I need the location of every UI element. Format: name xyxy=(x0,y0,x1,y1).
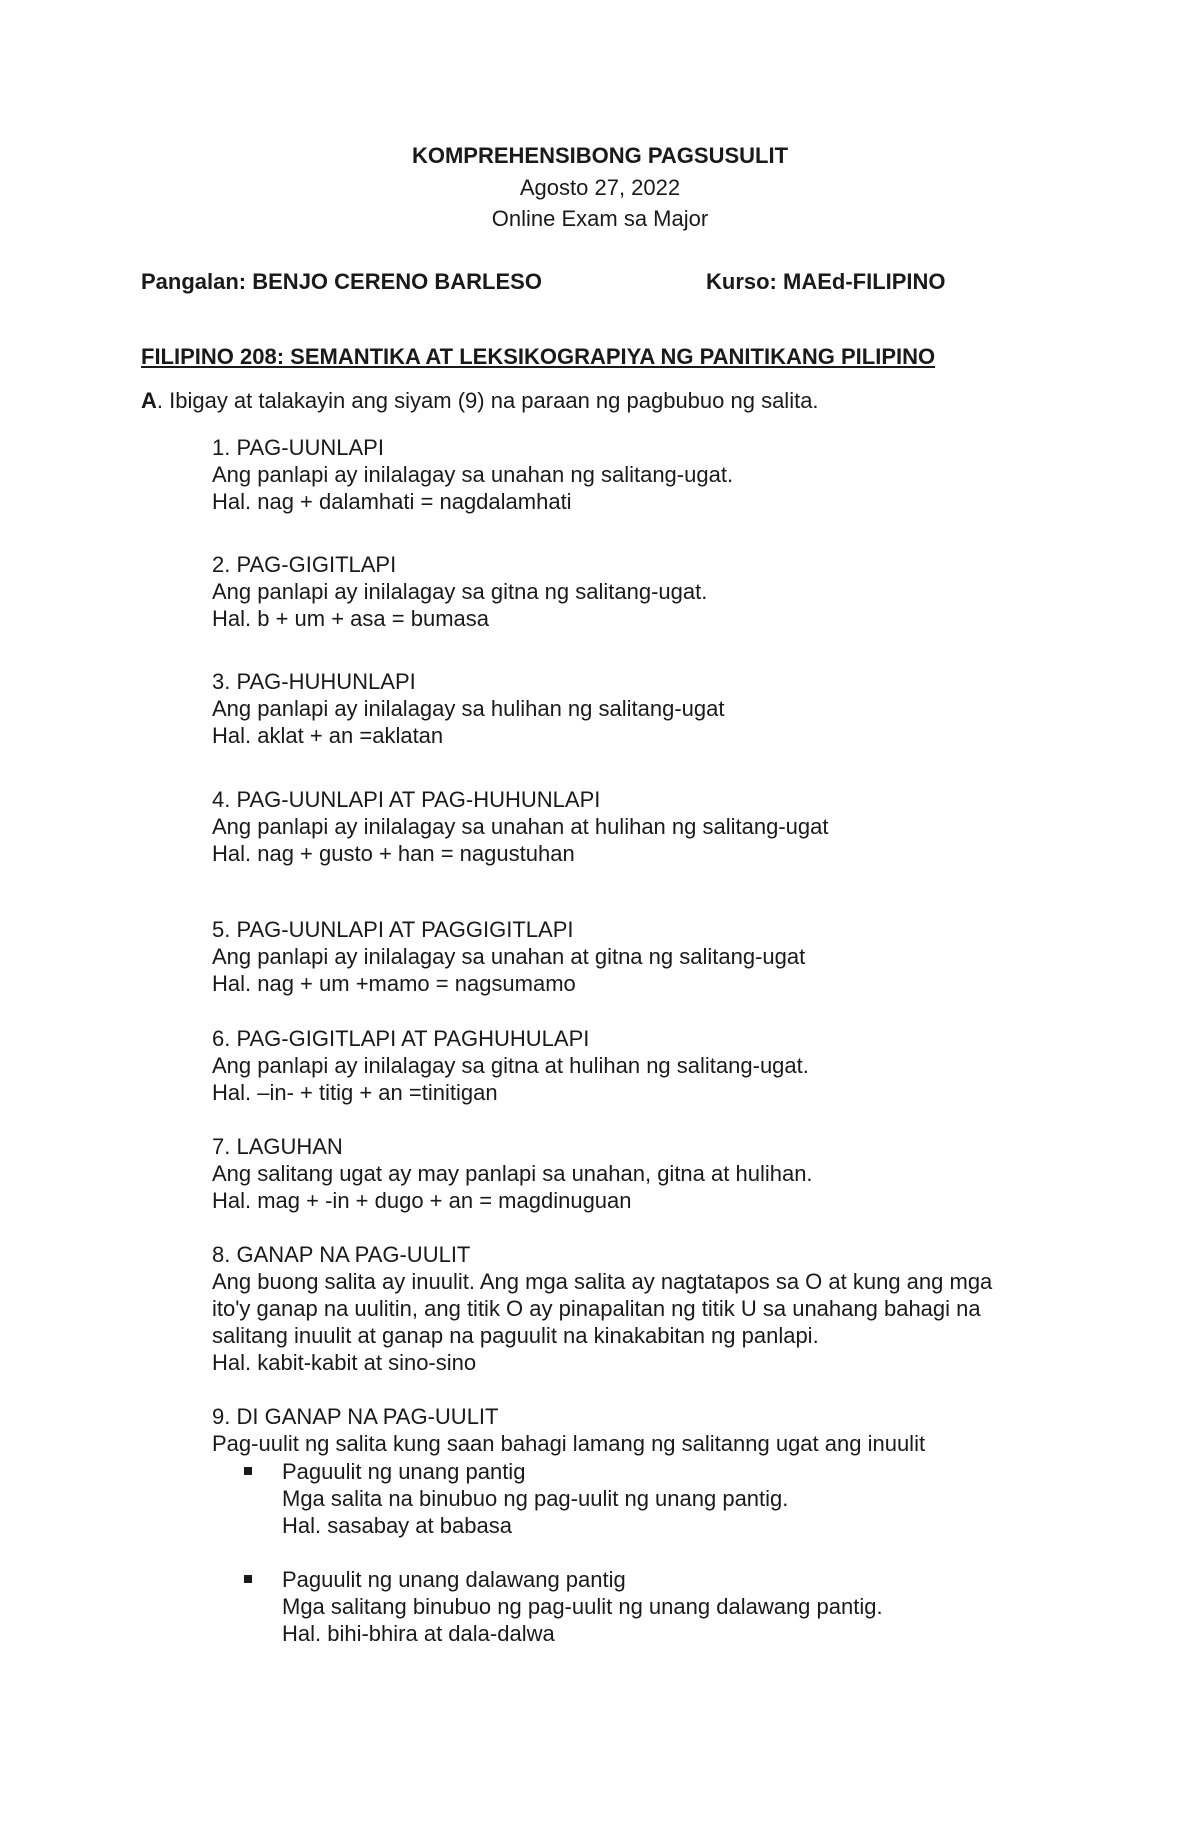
item-description: Ang salitang ugat ay may panlapi sa unahan, gitna at hulihan. xyxy=(212,1161,813,1186)
list-item xyxy=(212,1241,1092,1376)
sub-item-description: Mga salita na binubuo ng pag-uulit ng unang pantig. xyxy=(282,1486,789,1511)
instruction-letter: A xyxy=(141,388,157,413)
item-heading: 1. PAG-UUNLAPI xyxy=(212,435,384,460)
item-description-line: salitang inuulit at ganap na paguulit na kinakabitan ng panlapi. xyxy=(212,1323,819,1348)
instruction xyxy=(141,387,819,414)
list-item xyxy=(212,1133,1092,1214)
sub-item-description: Mga salitang binubuo ng pag-uulit ng unang dalawang pantig. xyxy=(282,1594,883,1619)
course-title: FILIPINO 208: SEMANTIKA AT LEKSIKOGRAPIYA NG PANITIKANG PILIPINO xyxy=(141,344,936,369)
item-example: Hal. aklat + an =aklatan xyxy=(212,723,444,748)
item-description: Ang panlapi ay inilalagay sa gitna ng salitang-ugat. xyxy=(212,579,708,604)
square-bullet-icon xyxy=(244,1575,252,1583)
item-example: Hal. mag + -in + dugo + an = magdinuguan xyxy=(212,1188,632,1213)
student-course: Kurso: MAEd-FILIPINO xyxy=(706,269,946,294)
item-heading: 7. LAGUHAN xyxy=(212,1134,343,1159)
exam-date: Agosto 27, 2022 xyxy=(519,175,681,200)
item-description: Ang panlapi ay inilalagay sa gitna at hulihan ng salitang-ugat. xyxy=(212,1053,809,1078)
sub-item-example: Hal. sasabay at babasa xyxy=(282,1513,512,1538)
list-item xyxy=(212,1403,1092,1457)
item-example: Hal. nag + dalamhati = nagdalamhati xyxy=(212,489,572,514)
item-description: Ang panlapi ay inilalagay sa hulihan ng salitang-ugat xyxy=(212,696,725,721)
item-description: Pag-uulit ng salita kung saan bahagi lamang ng salitanng ugat ang inuulit xyxy=(212,1431,926,1456)
item-description-line: ito'y ganap na uulitin, ang titik O ay pinapalitan ng titik U sa unahang bahagi na xyxy=(212,1296,981,1321)
item-heading: 4. PAG-UUNLAPI AT PAG-HUHUNLAPI xyxy=(212,787,601,812)
item-description: Ang panlapi ay inilalagay sa unahan at gitna ng salitang-ugat xyxy=(212,944,806,969)
item-description: Ang panlapi ay inilalagay sa unahan at hulihan ng salitang-ugat xyxy=(212,814,829,839)
item-heading: 3. PAG-HUHUNLAPI xyxy=(212,669,416,694)
item-example: Hal. nag + um +mamo = nagsumamo xyxy=(212,971,576,996)
item-example: Hal. nag + gusto + han = nagustuhan xyxy=(212,841,575,866)
sub-item-example: Hal. bihi-bhira at dala-dalwa xyxy=(282,1621,555,1646)
item-heading: 8. GANAP NA PAG-UULIT xyxy=(212,1242,471,1267)
item-heading: 6. PAG-GIGITLAPI AT PAGHUHULAPI xyxy=(212,1026,590,1051)
list-item xyxy=(212,434,1092,515)
list-item xyxy=(212,1025,1092,1106)
exam-subtitle: Online Exam sa Major xyxy=(491,206,709,231)
list-item xyxy=(212,916,1092,997)
item-example: Hal. kabit-kabit at sino-sino xyxy=(212,1350,477,1375)
item-example: Hal. –in- + titig + an =tinitigan xyxy=(212,1080,498,1105)
item-heading: 2. PAG-GIGITLAPI xyxy=(212,552,397,577)
sub-item-title: Paguulit ng unang pantig xyxy=(282,1459,526,1484)
instruction-text: . Ibigay at talakayin ang siyam (9) na paraan ng pagbubuo ng salita. xyxy=(156,388,819,413)
list-item xyxy=(212,668,1092,749)
item-description: Ang panlapi ay inilalagay sa unahan ng salitang-ugat. xyxy=(212,462,734,487)
exam-title: KOMPREHENSIBONG PAGSUSULIT xyxy=(411,143,789,168)
item-heading: 5. PAG-UUNLAPI AT PAGGIGITLAPI xyxy=(212,917,574,942)
sub-item-title: Paguulit ng unang dalawang pantig xyxy=(282,1567,626,1592)
list-item xyxy=(212,551,1092,632)
item-heading: 9. DI GANAP NA PAG-UULIT xyxy=(212,1404,499,1429)
item-example: Hal. b + um + asa = bumasa xyxy=(212,606,489,631)
list-item xyxy=(212,786,1092,867)
square-bullet-icon xyxy=(244,1467,252,1475)
item-description-line: Ang buong salita ay inuulit. Ang mga salita ay nagtatapos sa O at kung ang mga xyxy=(212,1269,993,1294)
student-name: Pangalan: BENJO CERENO BARLESO xyxy=(141,269,542,294)
